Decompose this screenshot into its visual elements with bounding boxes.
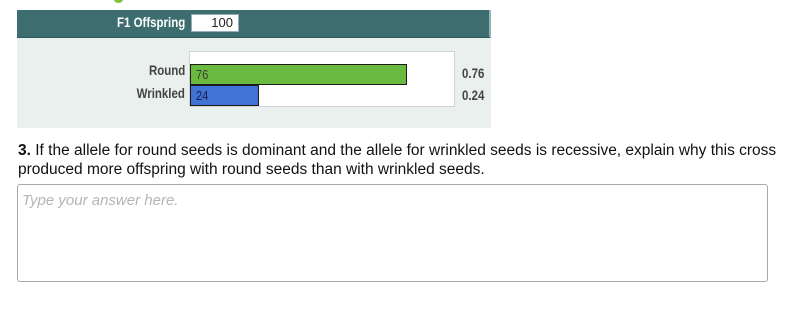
bar-value-wrinkled: 24	[196, 88, 209, 103]
answer-textarea[interactable]	[17, 184, 768, 282]
bar-chart	[189, 51, 455, 107]
offspring-count-field: 100	[191, 14, 239, 32]
offspring-label: F1 Offspring	[116, 14, 185, 30]
ratio-round: 0.76	[462, 65, 485, 81]
question-text: If the allele for round seeds is dominant and the allele for wrinkled seeds is recessive, explain why this cross produced more offspring with round seeds than with wrinkled seeds.	[18, 142, 777, 178]
question-prompt	[18, 141, 778, 179]
offspring-header	[17, 10, 491, 38]
bar-round	[190, 64, 407, 85]
category-label-wrinkled: Wrinkled	[136, 85, 185, 101]
ratio-wrinkled: 0.24	[462, 87, 485, 103]
simulation-panel	[17, 10, 491, 128]
question-number: 3.	[18, 142, 31, 159]
bar-value-round: 76	[196, 67, 209, 82]
bar-wrinkled	[190, 85, 259, 106]
status-dot-icon	[114, 0, 123, 3]
category-label-round: Round	[148, 62, 185, 78]
